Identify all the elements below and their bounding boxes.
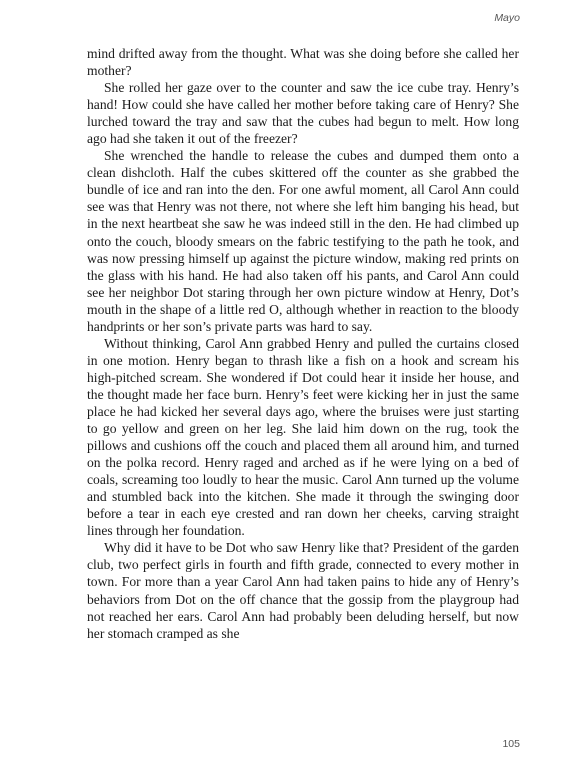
paragraph: She wrenched the handle to release the cubes and dumped them onto a clean dishcloth. Half the cubes skittered off the counter as she grabbed the bundle of ice and ran into the den. For one awful moment, all Carol Ann could see was that Henry was not there, not where she left him banging his head, but in the next heartbeat she saw he was indeed still in the den. He had climbed up onto the couch, bloody smears on the fabric testifying to the path he took, and was now pressing himself up against the picture window, making red prints on the glass with his hand. He had also taken off his pants, and Carol Ann could see her neighbor Dot staring through her own picture window at Henry, Dot’s mouth in the shape of a little red O, although whether in reaction to the bloody handprints or her son’s private parts was hard to say. <box>87 148 519 334</box>
running-header-title: Mayo <box>494 12 520 24</box>
paragraph: Why did it have to be Dot who saw Henry like that? President of the garden club, two perfect girls in fourth and fifth grade, connected to every mother in town. For more than a year Carol Ann had taken pains to hide any of Henry’s behaviors from Dot on the off chance that the gossip from the playgroup had not reached her ears. Carol Ann had probably been deluding herself, but now her stomach cramped as she <box>87 540 519 641</box>
paragraph: mind drifted away from the thought. What was she doing before she called her mother? <box>87 46 519 79</box>
body-text <box>87 45 519 642</box>
paragraph: She rolled her gaze over to the counter and saw the ice cube tray. Henry’s hand! How could she have called her mother before taking care of Henry? She lurched toward the tray and saw that the cubes had begun to melt. How long ago had she taken it out of the freezer? <box>87 80 519 147</box>
page-number: 105 <box>502 738 520 750</box>
paragraph: Without thinking, Carol Ann grabbed Henry and pulled the curtains closed in one motion. Henry began to thrash like a fish on a hook and scream his high-pitched scream. She wondered if Dot could hear it inside her house, and the thought made her face burn. Henry’s feet were kicking her in just the same place he had kicked her several days ago, where the bruises were just starting to go yellow and green on her leg. She laid him down on the rug, took the pillows and cushions off the couch and placed them all around him, and turned on the polka record. Henry raged and arched as if he were lying on a bed of coals, screaming too loudly to hear the music. Carol Ann turned up the volume and stumbled back into the kitchen. She made it through the swinging door before a tear in each eye crested and ran down her cheeks, carving straight lines through her foundation. <box>87 335 519 539</box>
